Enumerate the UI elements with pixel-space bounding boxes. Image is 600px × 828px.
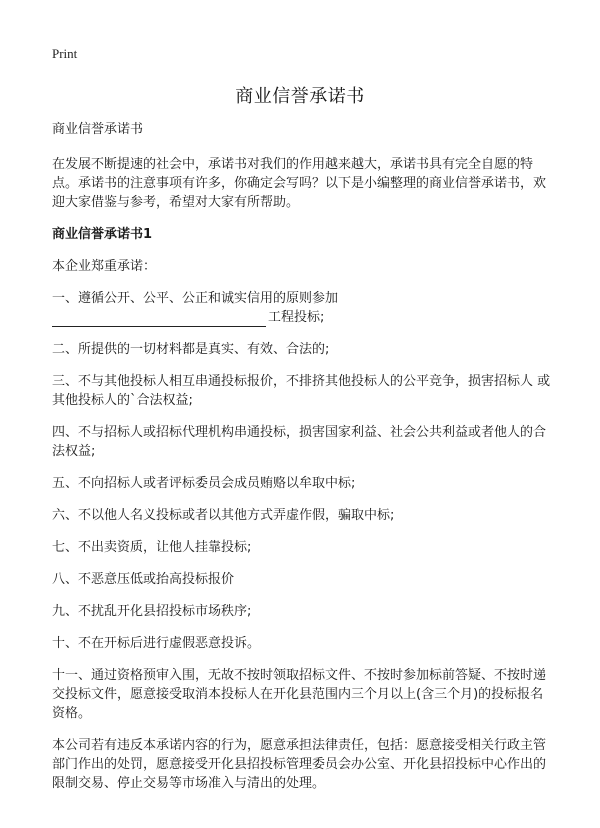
section-heading: 商业信誉承诺书1 — [52, 227, 153, 242]
pledge-item-2: 二、所提供的一切材料都是真实、有效、合法的; — [52, 342, 330, 357]
pledge-item-10: 十、不在开标后进行虚假恶意投诉。 — [52, 636, 261, 651]
pledge-item-7: 七、不出卖资质，让他人挂靠投标; — [52, 540, 252, 555]
print-link[interactable]: Print — [52, 46, 78, 61]
intro-paragraph: 在发展不断提速的社会中，承诺书对我们的作用越来越大，承诺书具有完全自愿的特点。承诺书的注意事项有许多，你确定会写吗？以下是小编整理的商业信誉承诺书，欢迎大家借鉴与参考，希望对大家有所帮助。 — [52, 157, 547, 210]
pledge-intro: 本企业郑重承诺： — [52, 259, 157, 274]
pledge-item-3: 三、不与其他投标人相互串通投标报价，不排挤其他投标人的公平竞争，损害招标人 或其他投标人的`合法权益; — [52, 374, 551, 408]
page-title: 商业信誉承诺书 — [235, 86, 365, 107]
pledge-item-1-prefix: 一、遵循公开、公平、公正和诚实信用的原则参加 — [52, 291, 339, 306]
closing-paragraph: 本公司若有违反本承诺内容的行为，愿意承担法律责任，包括：愿意接受相关行政主管部门作出的处罚，愿意接受开化县招投标管理委员会办公室、开化县招投标中心作出的限制交易、停止交易等市场准入与清出的处理。 — [52, 738, 547, 791]
pledge-item-1-suffix: 工程投标; — [268, 310, 325, 325]
pledge-item-1 — [52, 289, 552, 327]
pledge-item-8: 八、不恶意压低或抬高投标报价 — [52, 572, 235, 587]
pledge-item-6: 六、不以他人名义投标或者以其他方式弄虚作假，骗取中标; — [52, 508, 395, 523]
pledge-item-9: 九、不扰乱开化县招投标市场秩序; — [52, 604, 252, 619]
project-name-blank — [52, 312, 266, 327]
document-subtitle: 商业信誉承诺书 — [52, 122, 144, 137]
document-body — [52, 120, 552, 806]
pledge-item-5: 五、不向招标人或者评标委员会成员贿赂以牟取中标; — [52, 476, 356, 491]
pledge-item-11: 十一、通过资格预审入围，无故不按时领取招标文件、不按时参加标前答疑、不按时递交投标文件，愿意接受取消本投标人在开化县范围内三个月以上(含三个月)的投标报名资格。 — [52, 668, 547, 721]
pledge-item-4: 四、不与招标人或招标代理机构串通投标，损害国家利益、社会公共利益或者他人的合法权益; — [52, 425, 547, 459]
